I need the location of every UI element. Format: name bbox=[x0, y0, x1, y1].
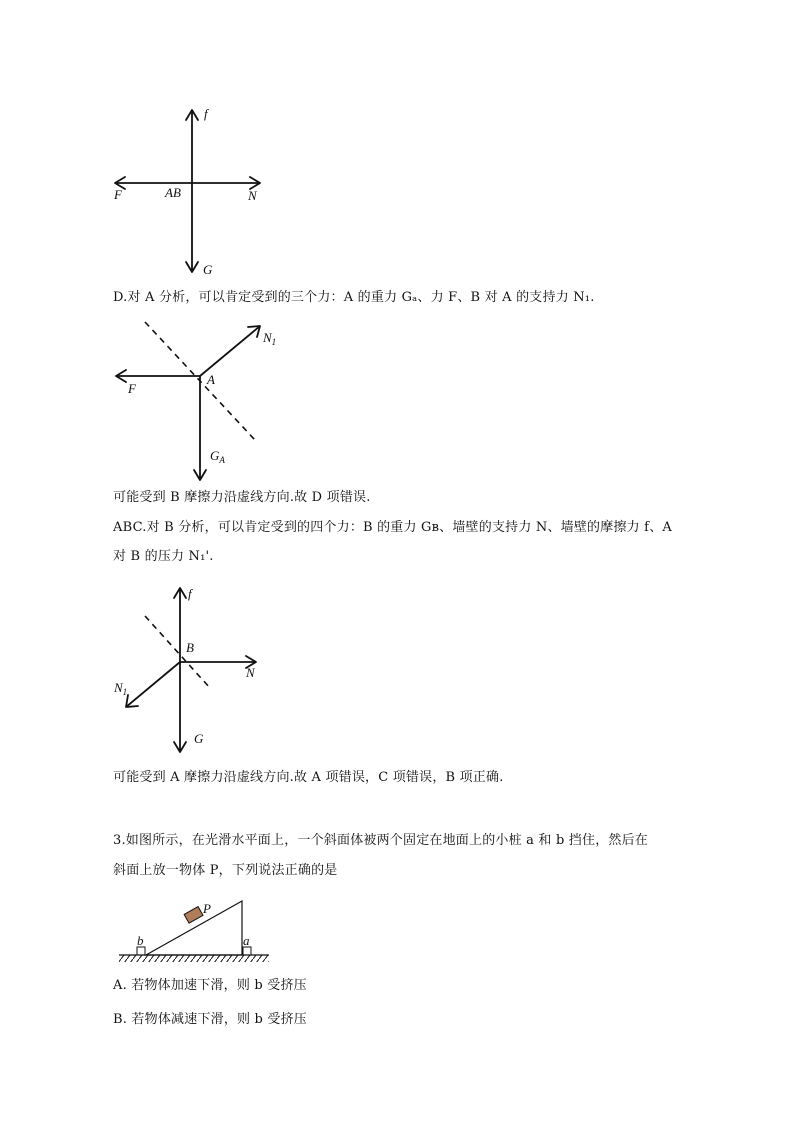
incline-diagram bbox=[115, 895, 285, 965]
label-f: f bbox=[204, 106, 208, 121]
option-b: B. 若物体减速下滑，则 b 受挤压 bbox=[113, 1012, 308, 1027]
label-a: a bbox=[243, 933, 250, 948]
question-3-line-1: 3.如图所示，在光滑水平面上，一个斜面体被两个固定在地面上的小桩 a 和 b 挡住，然后在 bbox=[113, 833, 649, 848]
block-p bbox=[184, 907, 203, 924]
force-diagram-a bbox=[110, 318, 310, 498]
label-G-b: G bbox=[194, 731, 204, 746]
peg-b bbox=[137, 947, 145, 955]
label-B: B bbox=[186, 640, 194, 655]
text-line-abc-2: 对 B 的压力 N₁'. bbox=[113, 549, 214, 564]
label-n1: $N_1$ bbox=[263, 330, 277, 347]
force-n1-line-b bbox=[126, 662, 180, 707]
force-n1-line bbox=[200, 326, 260, 376]
text-line-d-note: 可能受到 B 摩擦力沿虚线方向.故 D 项错误. bbox=[113, 490, 371, 505]
label-G: G bbox=[203, 262, 213, 277]
label-F: F bbox=[114, 187, 122, 202]
question-3-line-2: 斜面上放一物体 P，下列说法正确的是 bbox=[113, 863, 338, 878]
label-P: P bbox=[203, 901, 211, 916]
label-b: b bbox=[137, 933, 144, 948]
label-AB: AB bbox=[165, 185, 181, 200]
ground-hatching bbox=[119, 955, 269, 962]
option-a: A. 若物体加速下滑，则 b 受挤压 bbox=[113, 978, 307, 993]
text-line-abc-1: ABC.对 B 分析，可以肯定受到的四个力：B 的重力 Gʙ、墙壁的支持力 N、墙壁的摩擦力 f、A bbox=[113, 520, 672, 535]
force-diagram-b bbox=[110, 580, 310, 760]
label-f-b: f bbox=[188, 586, 192, 601]
label-A: A bbox=[207, 372, 215, 387]
force-diagram-ab bbox=[110, 100, 310, 280]
label-ga: $G_A$ bbox=[210, 448, 225, 465]
text-line-d: D.对 A 分析，可以肯定受到的三个力：A 的重力 Gₐ、力 F、B 对 A 的支持力 N₁. bbox=[113, 290, 595, 305]
label-F2: F bbox=[128, 381, 136, 396]
label-N-b: N bbox=[246, 665, 255, 680]
text-line-abc-note: 可能受到 A 摩擦力沿虚线方向.故 A 项错误，C 项错误，B 项正确. bbox=[113, 770, 504, 785]
label-n1-b: $N_1$ bbox=[114, 680, 128, 697]
dashed-incline-line-b bbox=[145, 616, 210, 688]
peg-a bbox=[243, 947, 251, 955]
label-N: N bbox=[248, 188, 257, 203]
